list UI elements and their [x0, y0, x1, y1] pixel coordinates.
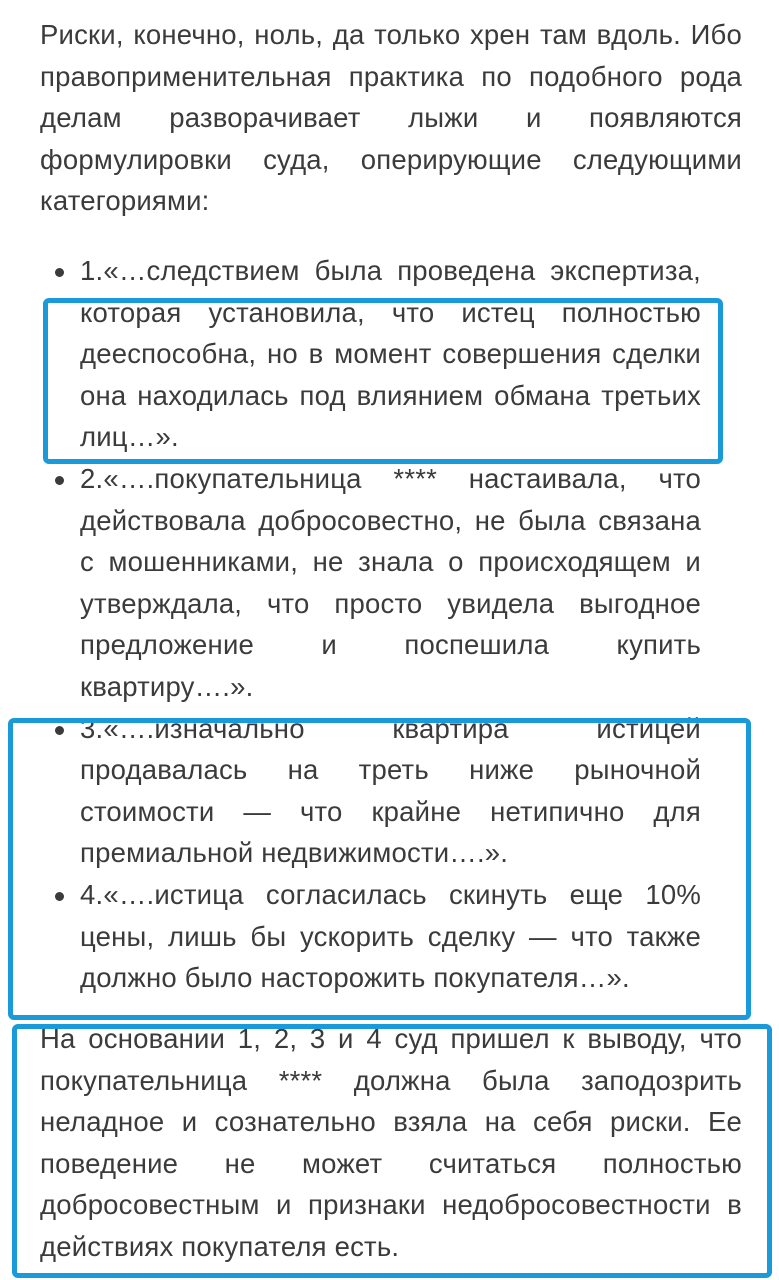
list-item: 2.«….покупательница **** настаивала, что действовала добросовестно, не была связана с мошенниками, не знала о происходящем и утверждала, что просто увидела выгодное предложение и поспешила купить квартиру….».: [80, 458, 701, 708]
conclusion-paragraph: На основании 1, 2, 3 и 4 суд пришел к выводу, что покупательница **** должна была заподозрить неладное и сознательно взяла на себя риски. Ее поведение не может считаться полностью добросовестным и признаки недобросовестности в действиях покупателя есть.: [40, 1023, 742, 1262]
list-item: 4.«….истица согласилась скинуть еще 10% цены, лишь бы ускорить сделку — что также должно было насторожить покупателя…».: [80, 874, 701, 999]
intro-paragraph: Риски, конечно, ноль, да только хрен там вдоль. Ибо правоприменительная практика по подобного рода делам разворачивает лыжи и появляются формулировки суда, оперирующие следующими категориями:: [40, 19, 742, 217]
court-points-list: [0, 250, 701, 999]
list-item: 1.«…следствием была проведена экспертиза, которая установила, что истец полностью дееспособна, но в момент совершения сделки она находилась под влиянием обмана третьих лиц…».: [80, 250, 701, 458]
list-item: 3.«….изначально квартира истицей продавалась на треть ниже рыночной стоимости — что крайне нетипично для премиальной недвижимости….».: [80, 708, 701, 874]
